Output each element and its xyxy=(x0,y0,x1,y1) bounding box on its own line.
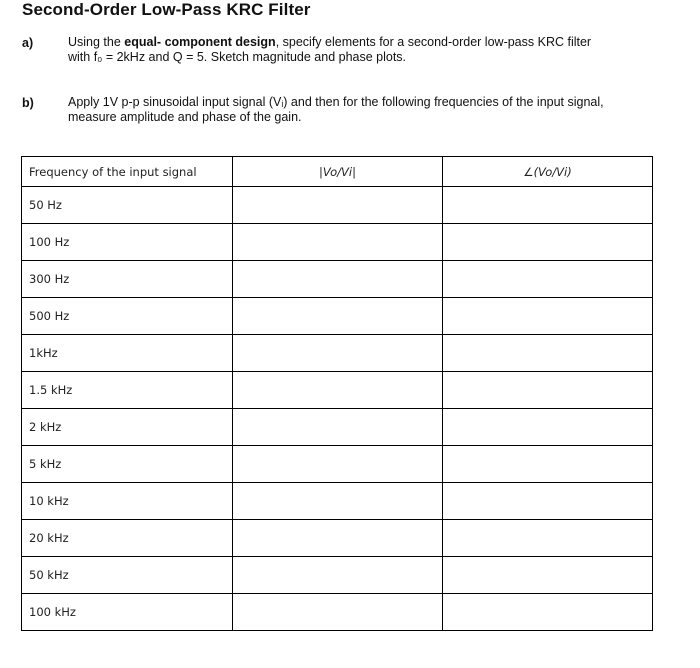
frequency-cell: 100 kHz xyxy=(22,594,233,631)
phase-cell[interactable] xyxy=(443,224,653,261)
magnitude-cell[interactable] xyxy=(233,594,443,631)
header-frequency: Frequency of the input signal xyxy=(22,157,233,187)
measurement-table xyxy=(21,156,653,631)
page-title: Second-Order Low-Pass KRC Filter xyxy=(22,0,311,19)
table-row xyxy=(22,594,653,631)
frequency-cell: 5 kHz xyxy=(22,446,233,483)
table-row xyxy=(22,261,653,298)
phase-cell[interactable] xyxy=(443,261,653,298)
magnitude-cell[interactable] xyxy=(233,557,443,594)
part-a-text-after: , specify elements for a second-order low-pass KRC filter xyxy=(275,35,592,49)
table-row xyxy=(22,520,653,557)
magnitude-cell[interactable] xyxy=(233,335,443,372)
table-body xyxy=(22,187,653,631)
table-row xyxy=(22,446,653,483)
table-header-row xyxy=(22,157,653,187)
header-phase: ∠(Vo/Vi) xyxy=(443,157,653,187)
magnitude-cell[interactable] xyxy=(233,446,443,483)
magnitude-cell[interactable] xyxy=(233,409,443,446)
magnitude-cell[interactable] xyxy=(233,298,443,335)
part-a-text-bold: equal- component design xyxy=(124,35,276,49)
part-a-line2: with f₀ = 2kHz and Q = 5. Sketch magnitude and phase plots. xyxy=(68,50,407,64)
magnitude-cell[interactable] xyxy=(233,224,443,261)
phase-cell[interactable] xyxy=(443,520,653,557)
frequency-cell: 1kHz xyxy=(22,335,233,372)
frequency-cell: 50 Hz xyxy=(22,187,233,224)
table-row xyxy=(22,187,653,224)
part-a-label: a) xyxy=(22,36,34,50)
frequency-cell: 2 kHz xyxy=(22,409,233,446)
magnitude-cell[interactable] xyxy=(233,520,443,557)
phase-cell[interactable] xyxy=(443,187,653,224)
part-b-text xyxy=(68,95,668,125)
phase-cell[interactable] xyxy=(443,483,653,520)
table-row xyxy=(22,298,653,335)
magnitude-cell[interactable] xyxy=(233,261,443,298)
magnitude-cell[interactable] xyxy=(233,483,443,520)
frequency-cell: 100 Hz xyxy=(22,224,233,261)
header-magnitude: |Vo/Vi| xyxy=(233,157,443,187)
table-row xyxy=(22,372,653,409)
part-a-text xyxy=(68,35,668,65)
phase-cell[interactable] xyxy=(443,298,653,335)
frequency-cell: 20 kHz xyxy=(22,520,233,557)
table-row xyxy=(22,557,653,594)
frequency-cell: 50 kHz xyxy=(22,557,233,594)
phase-cell[interactable] xyxy=(443,594,653,631)
phase-cell[interactable] xyxy=(443,409,653,446)
frequency-cell: 300 Hz xyxy=(22,261,233,298)
phase-cell[interactable] xyxy=(443,335,653,372)
table-row xyxy=(22,409,653,446)
part-a-text-before: Using the xyxy=(68,35,125,49)
table-row xyxy=(22,483,653,520)
phase-cell[interactable] xyxy=(443,557,653,594)
part-b-label: b) xyxy=(22,96,34,110)
frequency-cell: 1.5 kHz xyxy=(22,372,233,409)
phase-cell[interactable] xyxy=(443,372,653,409)
part-b-line1: Apply 1V p-p sinusoidal input signal (Vᵢ) and then for the following frequencies of the input signal, xyxy=(68,95,604,109)
table-row xyxy=(22,224,653,261)
phase-cell[interactable] xyxy=(443,446,653,483)
magnitude-cell[interactable] xyxy=(233,372,443,409)
part-b-line2: measure amplitude and phase of the gain. xyxy=(68,110,302,124)
table-row xyxy=(22,335,653,372)
magnitude-cell[interactable] xyxy=(233,187,443,224)
frequency-cell: 10 kHz xyxy=(22,483,233,520)
frequency-cell: 500 Hz xyxy=(22,298,233,335)
